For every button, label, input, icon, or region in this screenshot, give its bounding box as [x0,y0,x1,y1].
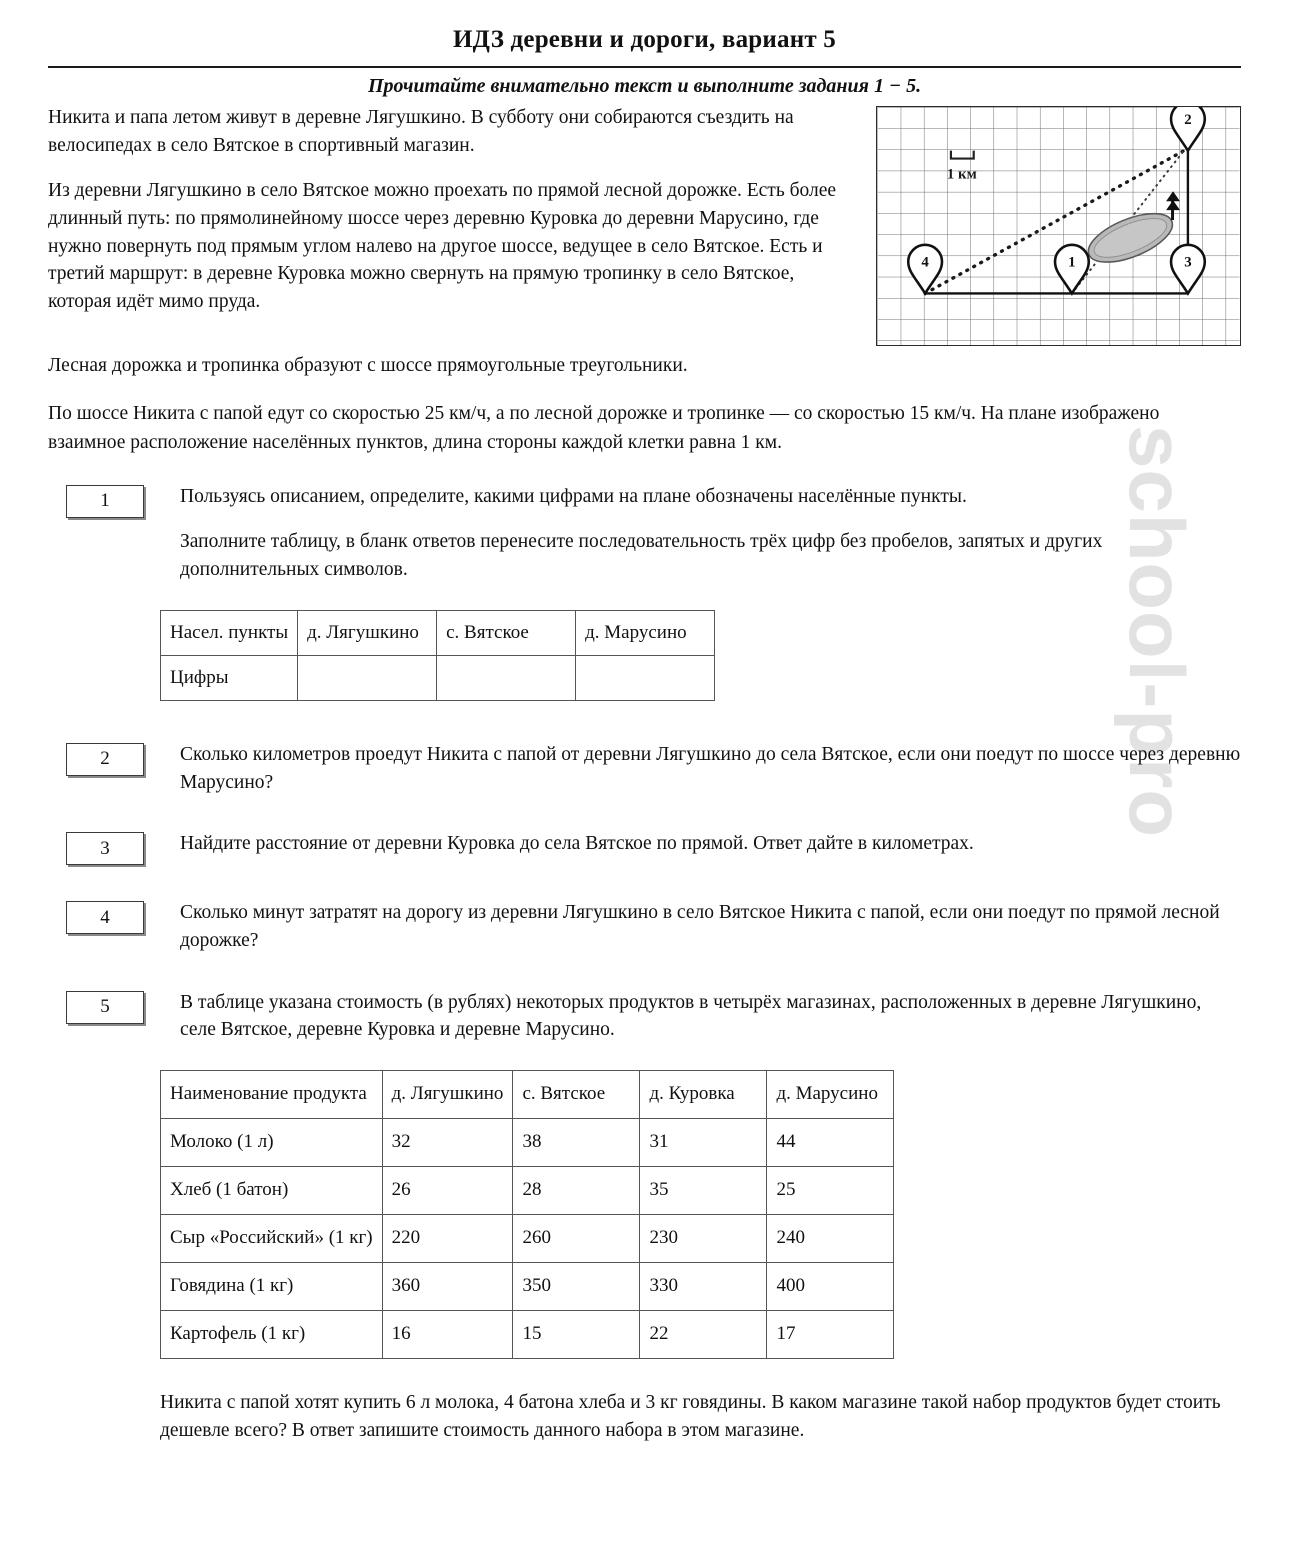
prices-header-0: Наименование продукта [161,1070,383,1118]
table-row [161,1166,894,1214]
task-4-body [180,899,1241,954]
prices-product-0: Молоко (1 л) [161,1118,383,1166]
table-row [161,1310,894,1358]
prices-value-4-3: 17 [767,1310,894,1358]
task-3-line-1: Найдите расстояние от деревни Куровка до села Вятское по прямой. Ответ дайте в километрах. [180,833,974,855]
task-5-body [180,989,1241,1044]
places-row-label: Цифры [161,655,298,700]
map-pin-4-label: 4 [921,254,929,271]
table-row-header [161,610,715,655]
prices-value-2-1: 260 [513,1214,640,1262]
task-4-line-1: Сколько минут затратят на дорогу из деревни Лягушкино в село Вятское Никита с папой, если они поедут по прямой лесной дорожке? [180,902,1220,951]
prices-value-1-3: 25 [767,1166,894,1214]
prices-product-3: Говядина (1 кг) [161,1262,383,1310]
map-pin-2-label: 2 [1184,111,1192,128]
places-header-2: с. Вятское [437,610,576,655]
task-5-number: 5 [66,991,144,1024]
prices-header-4: д. Марусино [767,1070,894,1118]
prices-table [160,1070,894,1359]
prices-value-0-1: 38 [513,1118,640,1166]
map-scale-label: 1 км [946,166,977,183]
prices-header-1: д. Лягушкино [382,1070,513,1118]
task-2-number: 2 [66,743,144,776]
task-4 [48,899,1241,954]
prices-value-2-0: 220 [382,1214,513,1262]
prices-value-2-3: 240 [767,1214,894,1262]
places-answer-cell-3[interactable] [576,655,715,700]
task-5 [48,989,1241,1044]
task-4-number: 4 [66,901,144,934]
map-frame [876,106,1241,346]
places-answer-cell-1[interactable] [298,655,437,700]
prices-value-4-2: 22 [640,1310,767,1358]
intro-block [48,104,1241,352]
places-table [160,610,715,701]
instructions-subtitle: Прочитайте внимательно текст и выполните задания 1 − 5. [367,75,922,97]
task-1-body [180,483,1241,584]
prices-value-4-0: 16 [382,1310,513,1358]
places-header-1: д. Лягушкино [298,610,437,655]
intro-paragraph-4: По шоссе Никита с папой едут со скоростью 25 км/ч, а по лесной дорожке и тропинке — со скоростью 15 км/ч. На плане изображено взаимное расположение населённых пунктов, длина стороны каждой клетки равна 1 км. [48,403,1160,453]
task-3 [48,830,1241,865]
task-1-line-1: Пользуясь описанием, определите, какими цифрами на плане обозначены населённые пункты. [180,485,967,507]
title-divider [48,66,1241,68]
task-1 [48,483,1241,584]
intro-paragraph-1: Никита и папа летом живут в деревне Лягушкино. В субботу они собираются съездить на велосипедах в село Вятское в спортивный магазин. [48,107,794,156]
task-3-body [180,830,1241,858]
task-5-line-1: В таблице указана стоимость (в рублях) некоторых продуктов в четырёх магазинах, расположенных в деревне Лягушкино, селе Вятское, деревне Куровка и деревне Марусино. [180,991,1202,1041]
prices-header-3: д. Куровка [640,1070,767,1118]
task-3-number: 3 [66,832,144,865]
map-pin-3-label: 3 [1184,254,1192,271]
prices-value-1-0: 26 [382,1166,513,1214]
map-diagram [877,107,1240,345]
document-page [0,26,1289,1562]
table-row [161,1214,894,1262]
table-row [161,1262,894,1310]
task-2-line-1: Сколько километров проедут Никита с папой от деревни Лягушкино до села Вятское, если они поедут по шоссе через деревню Марусино? [180,743,1241,793]
prices-product-2: Сыр «Российский» (1 кг) [161,1214,383,1262]
document-content [48,26,1241,1446]
places-header-3: д. Марусино [576,610,715,655]
task-2 [48,741,1241,796]
intro-paragraph-2: Из деревни Лягушкино в село Вятское можно проехать по прямой лесной дорожке. Есть более длинный путь: по прямолинейному шоссе через деревню Куровка до деревни Марусино, где нужно повернуть под прямым углом налево на другое шоссе, ведущее в село Вятское. Есть и третий маршрут: в деревне Куровка можно свернуть на прямую тропинку в село Вятское, которая идёт мимо пруда. [48,180,837,313]
prices-product-1: Хлеб (1 батон) [161,1166,383,1214]
watermark: school-pro [1113,425,1201,838]
intro-paragraph-3: Лесная дорожка и тропинка образуют с шоссе прямоугольные треугольники. [48,355,688,376]
task-1-line-2: Заполните таблицу, в бланк ответов перенесите последовательность трёх цифр без пробелов, запятых и других дополнительных символов. [180,531,1103,581]
prices-value-1-1: 28 [513,1166,640,1214]
map-pin-1-label: 1 [1068,254,1076,271]
table-row [161,655,715,700]
prices-value-0-2: 31 [640,1118,767,1166]
map-figure [876,106,1241,346]
table-row [161,1118,894,1166]
task-2-body [180,741,1241,796]
prices-value-3-1: 350 [513,1262,640,1310]
prices-value-0-3: 44 [767,1118,894,1166]
prices-product-4: Картофель (1 кг) [161,1310,383,1358]
prices-value-3-3: 400 [767,1262,894,1310]
task-1-number: 1 [66,485,144,518]
places-answer-cell-2[interactable] [437,655,576,700]
page-title: ИДЗ деревни и дороги, вариант 5 [453,26,836,53]
table-row-header [161,1070,894,1118]
prices-value-0-0: 32 [382,1118,513,1166]
prices-value-1-2: 35 [640,1166,767,1214]
prices-value-3-0: 360 [382,1262,513,1310]
prices-value-4-1: 15 [513,1310,640,1358]
prices-header-2: с. Вятское [513,1070,640,1118]
final-note: Никита с папой хотят купить 6 л молока, 4 батона хлеба и 3 кг говядины. В каком магазине такой набор продуктов будет стоить дешевле всего? В ответ запишите стоимость данного набора в этом магазине. [160,1391,1221,1442]
places-header-0: Насел. пункты [161,610,298,655]
prices-value-2-2: 230 [640,1214,767,1262]
prices-value-3-2: 330 [640,1262,767,1310]
